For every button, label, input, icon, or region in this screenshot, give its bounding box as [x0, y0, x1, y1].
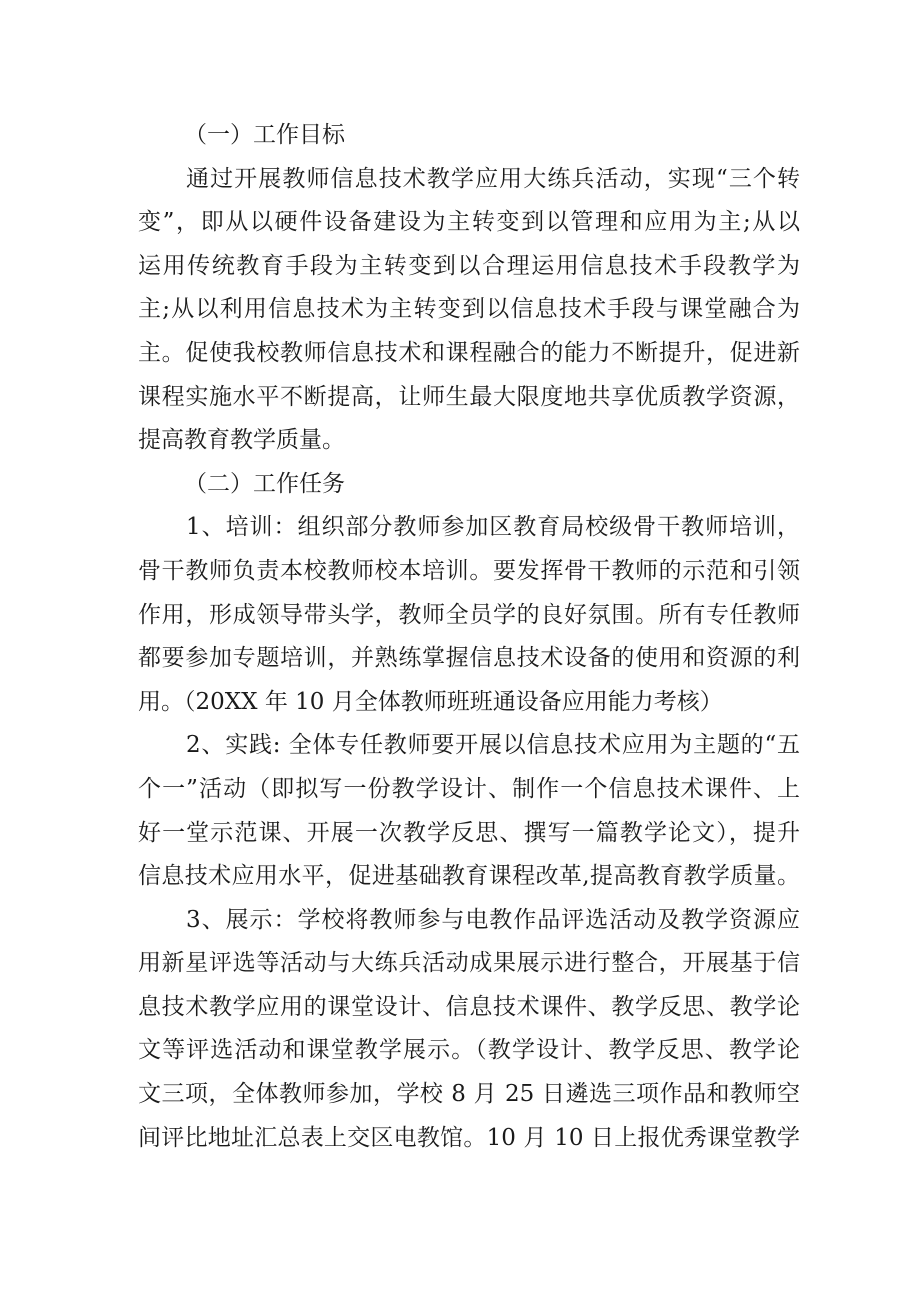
section-heading: （一）工作目标	[184, 122, 345, 148]
paragraph-line: 用新星评选等活动与大练兵活动成果展示进行整合，开展基于信	[138, 950, 800, 977]
paragraph-line: 主。促使我校教师信息技术和课程融合的能力不断提升，促进新	[138, 339, 800, 366]
paragraph-line: 1、培训：组织部分教师参加区教育局校级骨干教师培训，	[186, 514, 800, 541]
paragraph-line: 骨干教师负责本校教师校本培训。要发挥骨干教师的示范和引领	[138, 557, 800, 584]
paragraph-line: 都要参加专题培训，并熟练掌握信息技术设备的使用和资源的利	[138, 645, 800, 672]
document-body	[138, 114, 800, 1160]
section-heading: （二）工作任务	[184, 470, 345, 497]
paragraph-line: 3、展示：学校将教师参与电教作品评选活动及教学资源应	[186, 906, 800, 933]
paragraph-line: 通过开展教师信息技术教学应用大练兵活动，实现“三个转	[186, 165, 800, 192]
paragraph-line: 用。（20XX 年 10 月全体教师班班通设备应用能力考核）	[138, 688, 723, 715]
paragraph-line: 2、实践: 全体专任教师要开展以信息技术应用为主题的“五	[186, 732, 800, 759]
paragraph-line: 息技术教学应用的课堂设计、信息技术课件、教学反思、教学论	[138, 993, 800, 1020]
paragraph-line: 课程实施水平不断提高，让师生最大限度地共享优质教学资源，	[138, 383, 800, 410]
paragraph-line: 变”，即从以硬件设备建设为主转变到以管理和应用为主;从以	[138, 209, 800, 236]
paragraph-line: 好一堂示范课、开展一次教学反思、撰写一篇教学论文），提升	[138, 819, 800, 846]
paragraph-line: 个一”活动（即拟写一份教学设计、制作一个信息技术课件、上	[138, 775, 800, 802]
paragraph-line: 主;从以利用信息技术为主转变到以信息技术手段与课堂融合为	[138, 296, 800, 323]
paragraph-line: 文等评选活动和课堂教学展示。（教学设计、教学反思、教学论	[138, 1037, 800, 1064]
paragraph-line: 文三项，全体教师参加，学校 8 月 25 日遴选三项作品和教师空	[138, 1081, 800, 1108]
paragraph-line: 运用传统教育手段为主转变到以合理运用信息技术手段教学为	[138, 252, 800, 279]
paragraph-line: 信息技术应用水平，促进基础教育课程改革,提高教育教学质量。	[138, 863, 800, 890]
paragraph-line: 作用，形成领导带头学，教师全员学的良好氛围。所有专任教师	[138, 601, 800, 628]
paragraph-line: 间评比地址汇总表上交区电教馆。10 月 10 日上报优秀课堂教学	[138, 1124, 800, 1151]
paragraph-line: 提高教育教学质量。	[138, 427, 345, 454]
